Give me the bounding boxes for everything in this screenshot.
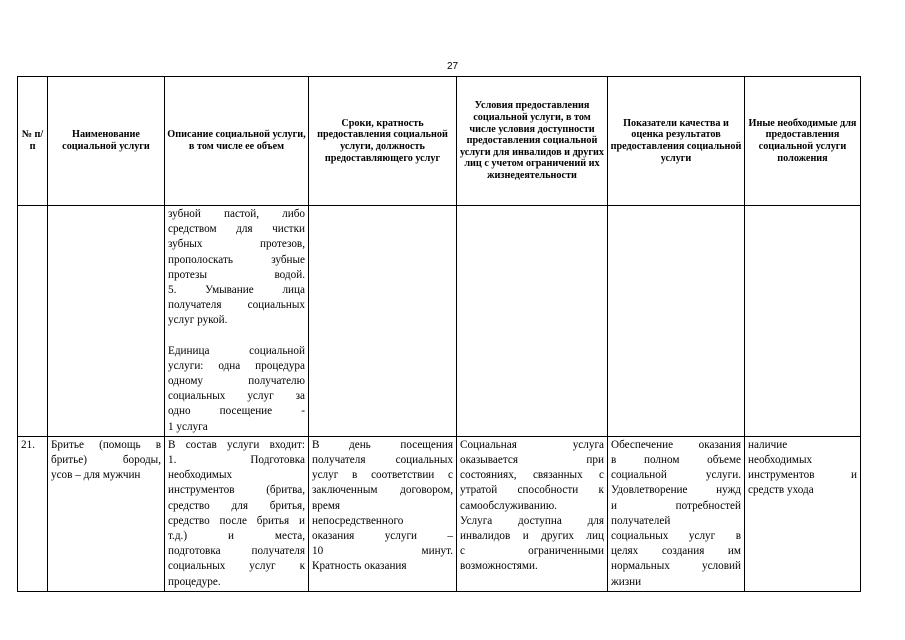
text-line: получателей: [611, 514, 671, 527]
cell-other-empty: [745, 206, 861, 437]
text-line: оказывается при: [460, 454, 604, 467]
header-num: № п/п: [18, 77, 48, 206]
cell-conditions-empty: [457, 206, 608, 437]
header-other: Иные необходимые для предоставления социальной услуги положения: [745, 77, 861, 206]
text-line: состояниях, связанных с: [460, 469, 604, 482]
cell-terms-21: [309, 436, 457, 591]
text-line: самообслуживанию.: [460, 499, 557, 512]
cell-quality-21: [608, 436, 745, 591]
text-line: 1. Подготовка: [168, 454, 305, 467]
text-line: инструментов и: [748, 469, 857, 482]
text-line: зубной пастой, либо: [168, 208, 305, 220]
text-line: в полном объеме: [611, 454, 741, 467]
text-line: жизни: [611, 575, 642, 588]
text-line: зубных протезов,: [168, 238, 305, 251]
header-quality: Показатели качества и оценка результатов предоставления социальной услуги: [608, 77, 745, 206]
text-line: услуг в соответствии с: [312, 469, 453, 482]
text-line: инструментов (бритва,: [168, 484, 305, 497]
text-line: получателя социальных: [312, 454, 453, 467]
cell-num-empty: [18, 206, 48, 437]
text-line: протезы водой.: [168, 268, 305, 281]
cell-num-21: 21.: [18, 436, 48, 591]
text-line: социальных услуг за: [168, 390, 305, 403]
text-line: В день посещения: [312, 438, 453, 451]
text-line: возможностями.: [460, 560, 538, 573]
text-line: время: [312, 499, 341, 512]
text-line: заключенным договором,: [312, 484, 453, 497]
cell-name-empty: [48, 206, 165, 437]
text-line: В состав услуги входит:: [168, 438, 305, 451]
text-line: Кратность оказания: [312, 560, 407, 573]
text-line: одному получателю: [168, 375, 305, 388]
cell-name-21: [48, 436, 165, 591]
social-services-table: [17, 76, 861, 592]
text-line: Удовлетворение нужд: [611, 484, 741, 497]
text-line: средством для чистки: [168, 223, 305, 236]
cell-quality-empty: [608, 206, 745, 437]
description-lines-b: [168, 344, 305, 435]
text-line: бритье) бороды,: [51, 454, 161, 467]
text-line: получателя социальных: [168, 299, 305, 312]
text-line: средство для бритья,: [168, 499, 305, 512]
cell-description-continuation: [165, 206, 309, 437]
cell-terms-empty: [309, 206, 457, 437]
text-line: инвалидов и других лиц: [460, 530, 604, 543]
text-line: с ограниченными: [460, 545, 604, 558]
header-name: Наименование социальной услуги: [48, 77, 165, 206]
text-line: нормальных условий: [611, 560, 741, 573]
cell-other-21: [745, 436, 861, 591]
text-line: одно посещение -: [168, 405, 305, 418]
text-line: прополоскать зубные: [168, 253, 305, 266]
text-line: необходимых: [748, 454, 813, 467]
text-line: 1 услуга: [168, 420, 208, 433]
text-line: средство после бритья и: [168, 514, 305, 527]
text-line: услуги: одна процедура: [168, 359, 305, 372]
text-line: непосредственного: [312, 514, 404, 527]
text-line: и потребностей: [611, 499, 741, 512]
text-line: услуг рукой.: [168, 314, 228, 327]
page-number: 27: [446, 61, 459, 72]
text-line: Бритье (помощь в: [51, 438, 161, 451]
table-row-21: [18, 436, 861, 591]
text-line: Социальная услуга: [460, 438, 604, 451]
text-line: подготовка получателя: [168, 545, 305, 558]
text-line: социальных услуг в: [611, 530, 741, 543]
text-line: наличие: [748, 438, 788, 451]
text-line: социальной услуги.: [611, 469, 741, 482]
text-line: 5. Умывание лица: [168, 284, 305, 297]
table-header-row: [18, 77, 861, 206]
text-line: Обеспечение оказания: [611, 438, 741, 451]
header-description: Описание социальной услуги, в том числе ее объем: [165, 77, 309, 206]
text-line: целях создания им: [611, 545, 741, 558]
text-line: средств ухода: [748, 484, 814, 497]
text-line: Услуга доступна для: [460, 514, 604, 527]
header-terms: Сроки, кратность предоставления социальной услуги, должность предоставляющего услуг: [309, 77, 457, 206]
text-line: 10 минут.: [312, 545, 453, 558]
text-line: т.д.) и места,: [168, 530, 305, 543]
header-conditions: Условия предоставления социальной услуги, в том числе условия доступности предоставления социальной услуги для инвалидов и других лиц с учетом ограничений их жизнедеятельности: [457, 77, 608, 206]
text-line: утратой способности к: [460, 484, 604, 497]
cell-description-21: [165, 436, 309, 591]
paragraph-gap: [168, 329, 305, 344]
text-line: социальных услуг к: [168, 560, 305, 573]
text-line: Единица социальной: [168, 344, 305, 357]
description-lines-a: [168, 207, 305, 329]
table-row-continuation: [18, 206, 861, 437]
text-line: процедуре.: [168, 575, 221, 588]
cell-conditions-21: [457, 436, 608, 591]
text-line: оказания услуги –: [312, 530, 453, 543]
text-line: усов – для мужчин: [51, 469, 141, 482]
text-line: необходимых: [168, 469, 233, 482]
